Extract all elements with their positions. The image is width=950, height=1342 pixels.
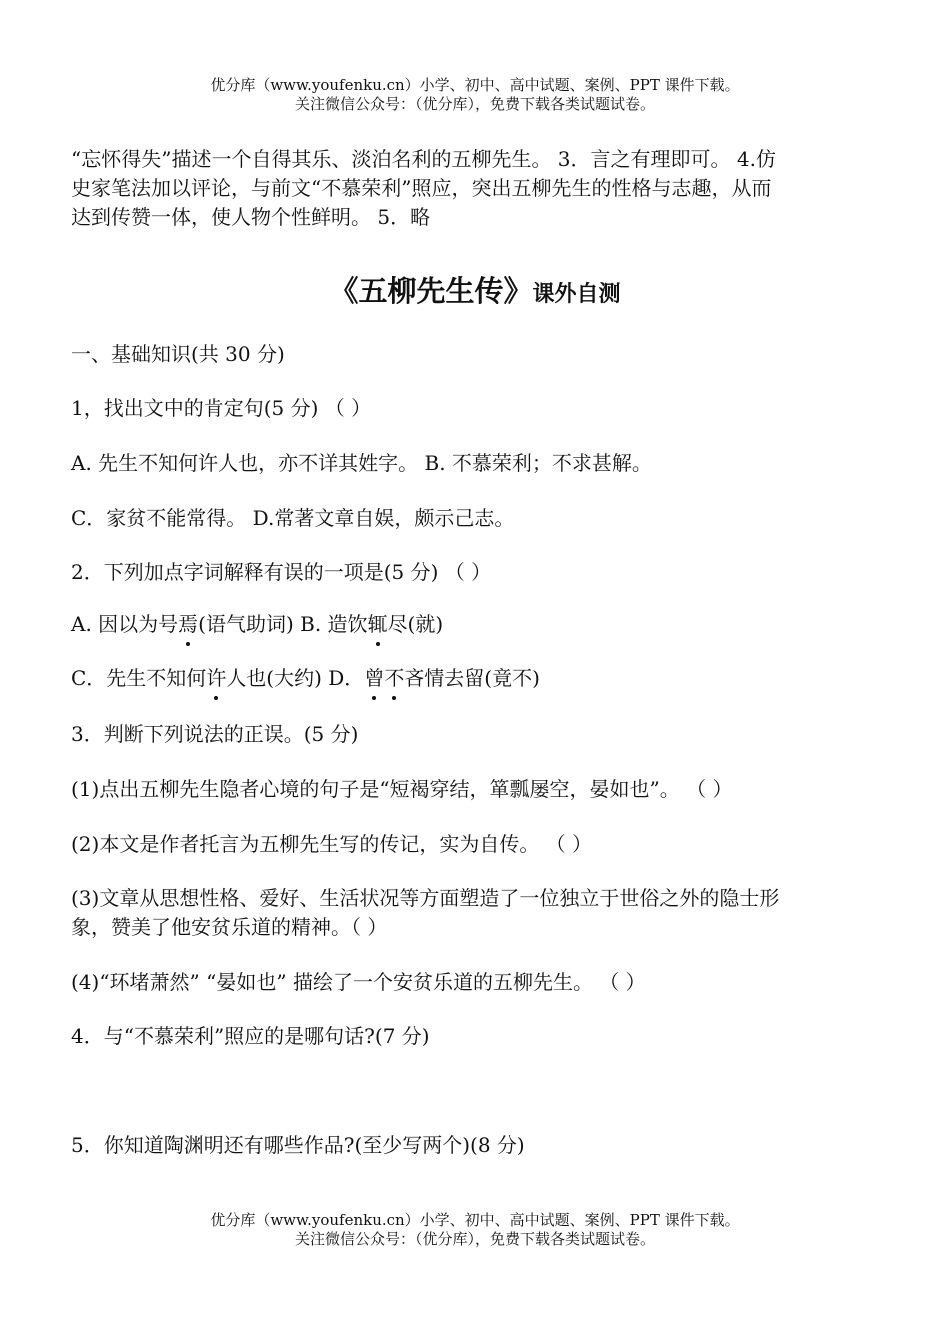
- page-title: [0, 269, 950, 310]
- q2-a-post: (语气助词) B. 造饮: [198, 612, 368, 636]
- question-3-statement-3b: 象，赞美了他安贫乐道的精神。（ ）: [71, 915, 388, 939]
- question-3-statement-1: (1)点出五柳先生隐者心境的句子是“短褐穿结，箪瓢屡空，晏如也”。 （ ）: [71, 777, 733, 801]
- answer-line-1: “忘怀得失”描述一个自得其乐、淡泊名利的五柳先生。 3．言之有理即可。 4.仿: [71, 147, 776, 171]
- page-footer: [0, 1211, 950, 1249]
- question-1-options-ab: A. 先生不知何许人也，亦不详其姓字。 B. 不慕荣利；不求甚解。: [71, 451, 652, 475]
- title-main: 《五柳先生传》: [329, 274, 533, 308]
- question-4: 4．与“不慕荣利”照应的是哪句话?(7 分): [71, 1024, 430, 1048]
- dotted-char: 焉: [178, 610, 198, 639]
- answer-line-2: 史家笔法加以评论，与前文“不慕荣利”照应，突出五柳先生的性格与志趣，从而: [71, 176, 772, 200]
- page-header: [0, 76, 950, 114]
- title-sub: 课外自测: [532, 282, 621, 307]
- dotted-char: 辄: [368, 610, 388, 639]
- question-1-options-cd: C．家贫不能常得。 D.常著文章自娱，颇示己志。: [71, 506, 515, 530]
- question-3-statement-2: (2)本文是作者托言为五柳先生写的传记，实为自传。 （ ）: [71, 832, 593, 856]
- footer-line-1: 优分库（www.youfenku.cn）小学、初中、高中试题、案例、PPT 课件下载。: [210, 1211, 740, 1229]
- q2-c-post: 人也(大约) D．: [226, 666, 365, 690]
- q2-a-pre: A. 因以为号: [71, 612, 179, 636]
- question-2-stem: 2．下列加点字词解释有误的一项是(5 分) （ ）: [71, 560, 492, 584]
- question-2-options-ab: [71, 610, 883, 639]
- answer-line-3: 达到传赞一体，使人物个性鲜明。 5．略: [71, 205, 431, 229]
- question-3-statement-4: (4)“环堵萧然” “晏如也” 描绘了一个安贫乐道的五柳先生。 （ ）: [71, 970, 646, 994]
- question-2-options-cd: [71, 664, 883, 693]
- dotted-char: 许: [206, 664, 226, 693]
- q2-d-post: 吝情去留(竟不): [404, 666, 540, 690]
- dotted-char: 曾: [364, 664, 384, 693]
- question-3-stem: 3．判断下列说法的正误。(5 分): [71, 722, 359, 746]
- section-heading: 一、基础知识(共 30 分): [71, 342, 285, 366]
- header-line-1: 优分库（www.youfenku.cn）小学、初中、高中试题、案例、PPT 课件下载。: [210, 76, 740, 94]
- dotted-char: 不: [384, 664, 404, 693]
- question-3-statement-3a: (3)文章从思想性格、爱好、生活状况等方面塑造了一位独立于世俗之外的隐士形: [71, 886, 780, 910]
- question-5: 5．你知道陶渊明还有哪些作品?(至少写两个)(8 分): [71, 1133, 525, 1157]
- footer-line-2: 关注微信公众号：（优分库），免费下载各类试题试卷。: [294, 1230, 655, 1248]
- q2-c-pre: C．先生不知何: [71, 666, 207, 690]
- header-line-2: 关注微信公众号：（优分库），免费下载各类试题试卷。: [294, 95, 655, 113]
- question-1-stem: 1，找出文中的肯定句(5 分) （ ）: [71, 396, 372, 420]
- q2-b-post: 尽(就): [387, 612, 444, 636]
